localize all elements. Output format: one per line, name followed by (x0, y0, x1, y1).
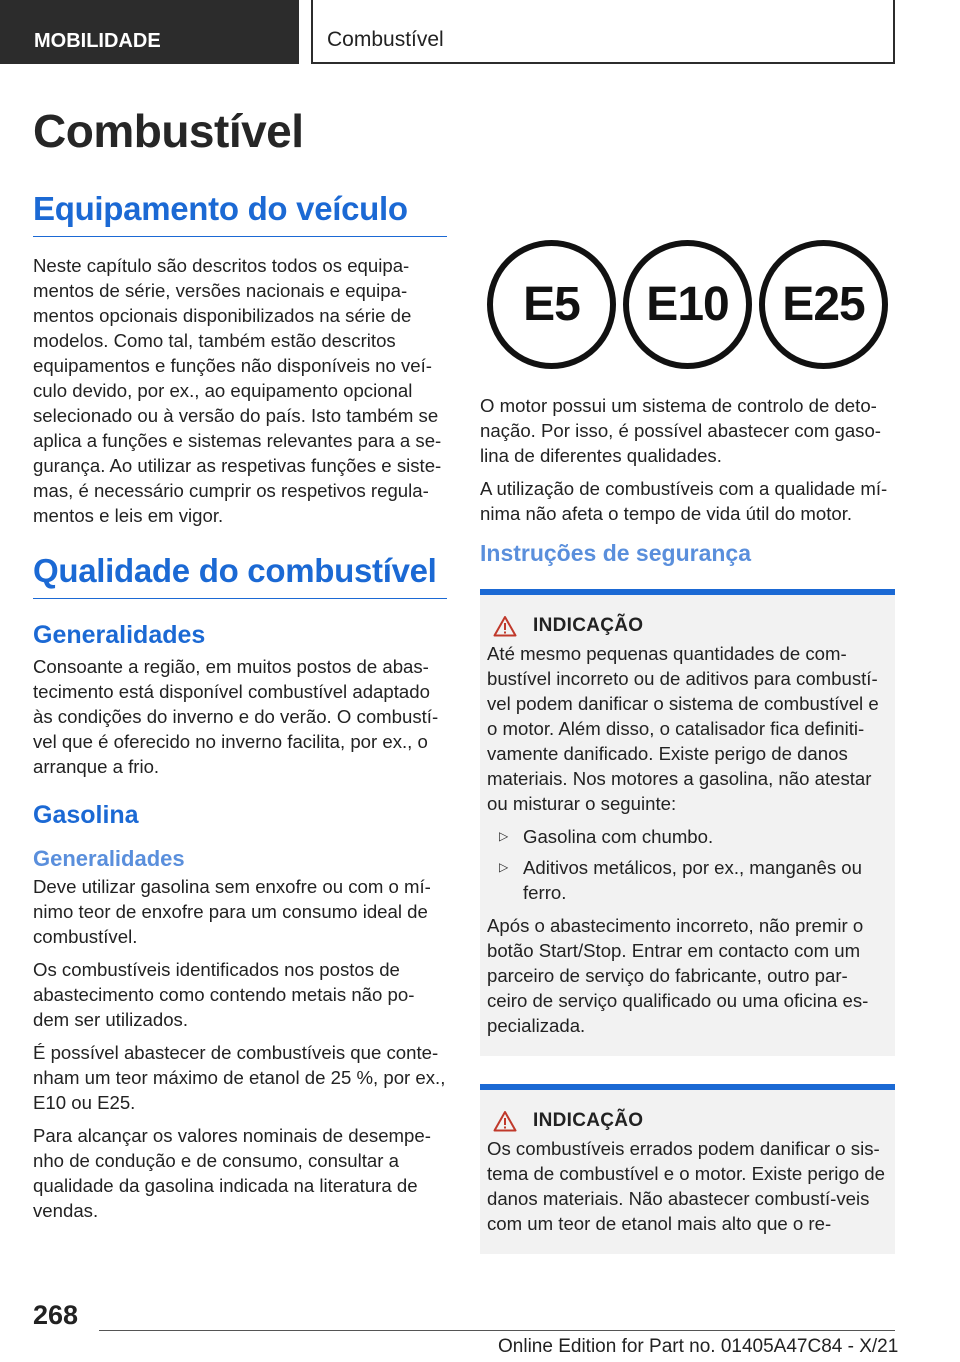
e5-sign: E5 (487, 240, 616, 369)
e25-sign: E25 (759, 240, 888, 369)
fuel-signs (480, 240, 895, 369)
section-tab: MOBILIDADE (0, 0, 299, 64)
equipment-text: Neste capítulo são descritos todos os equipa-mentos de série, versões nacionais e equipa-mentos opcionais disponibilizados na série de modelos. Como tal, também estão descritos equipamentos e funções não disponíveis no veí-culo devido, por ex., ao equipamento opcional selecionado ou à versão do país. Isto também se aplica a funções e sistemas relevantes para a se-gurança. Ao utilizar as respetivas funções e siste-mas, é necessário cumprir os respetivos regula-mentos e leis em vigor. (33, 255, 442, 526)
notice-header (487, 1110, 887, 1132)
warning-triangle-icon (493, 1110, 517, 1132)
safety-heading: Instruções de segurança (480, 540, 751, 566)
notice-box-1 (480, 589, 895, 1056)
notice-after-text: Após o abastecimento incorreto, não premir o botão Start/Stop. Entrar em contacto com um parceiro de serviço do fabricante, outro par-ceiro de serviço qualificado ou uma oficina es-pecializada. (487, 915, 869, 1036)
notice-box-2 (480, 1084, 895, 1254)
warning-triangle-icon (493, 615, 517, 637)
notice-text: Até mesmo pequenas quantidades de com-bustível incorreto ou de aditivos para combustí-vel podem danificar o sistema de combustível e o motor. Além disso, o catalisador fica definiti-vamente danificado. Existe perigo de danos materiais. Nos motores a gasolina, não atestar ou misturar o seguinte: (487, 643, 879, 814)
page-title: Combustível (33, 105, 304, 157)
notice-title: INDICAÇÃO (533, 1110, 644, 1131)
footer-divider (99, 1330, 895, 1331)
notice-text: Os combustíveis errados podem danificar o sis-tema de combustível e o motor. Existe perigo de danos materiais. Não abastecer combustí-veis com um teor de etanol mais alto que o re- (487, 1138, 885, 1234)
petrol-general-heading: Generalidades (33, 846, 185, 871)
equipment-heading: Equipamento do veículo (33, 190, 447, 237)
petrol-heading: Gasolina (33, 801, 139, 829)
triangle-bullet-icon: ▷ (499, 860, 509, 874)
petrol-paragraph-2: Os combustíveis identificados nos postos de abastecimento como contendo metais não po-dem ser utilizados. (33, 959, 415, 1030)
list-item (487, 855, 887, 905)
engine-paragraph-2: A utilização de combustíveis com a qualidade mí-nima não afeta o tempo de vida útil do motor. (480, 478, 888, 524)
list-item (487, 824, 887, 849)
footer-edition: Online Edition for Part no. 01405A47C84 - X/21 (498, 1336, 899, 1357)
list-item-text: Aditivos metálicos, por ex., manganês ou ferro. (523, 857, 862, 903)
notice-bullet-list (487, 824, 887, 905)
right-column (480, 240, 895, 1270)
petrol-paragraph-4: Para alcançar os valores nominais de desempe-nho de condução e de consumo, consultar a qualidade da gasolina indicada na literatura de vendas. (33, 1125, 431, 1221)
engine-paragraph-1: O motor possui um sistema de controlo de deto-nação. Por isso, é possível abastecer com gaso-lina de diferentes qualidades. (480, 395, 882, 466)
quality-heading: Qualidade do combustível (33, 552, 447, 599)
e10-sign: E10 (623, 240, 752, 369)
notice-title: INDICAÇÃO (533, 615, 644, 636)
general-text: Consoante a região, em muitos postos de abas-tecimento está disponível combustível adaptado às condições do inverno e do verão. O combustí-vel que é oferecido no inverno facilita, por ex., o arranque a frio. (33, 656, 439, 777)
list-item-text: Gasolina com chumbo. (523, 826, 714, 847)
notice-header (487, 615, 887, 637)
chapter-title: Combustível (311, 0, 895, 64)
triangle-bullet-icon: ▷ (499, 829, 509, 843)
petrol-paragraph-3: É possível abastecer de combustíveis que conte-nham um teor máximo de etanol de 25 %, por ex., E10 ou E25. (33, 1042, 446, 1113)
petrol-paragraph-1: Deve utilizar gasolina sem enxofre ou com o mí-nimo teor de enxofre para um consumo ideal de combustível. (33, 876, 431, 947)
general-heading: Generalidades (33, 621, 206, 649)
left-column (33, 190, 447, 1231)
page-number: 268 (33, 1300, 79, 1330)
